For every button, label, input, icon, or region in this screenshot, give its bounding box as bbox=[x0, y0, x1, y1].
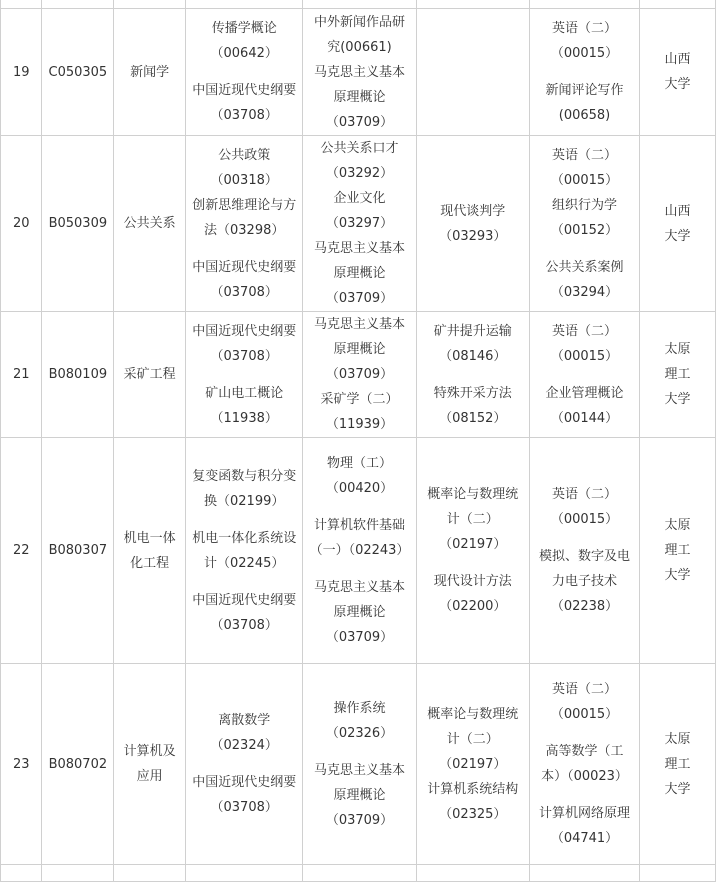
cell-text-line: 理工 bbox=[664, 367, 691, 382]
cell-text-line: 高等数学（工 bbox=[545, 744, 624, 759]
cell-text-line: 大学 bbox=[664, 392, 691, 407]
cell-text-line: 英语（二） bbox=[551, 21, 617, 36]
cell-text-line: （03709） bbox=[325, 291, 394, 306]
cell-text-line: 太原 bbox=[664, 731, 691, 747]
course-col-2 bbox=[303, 438, 416, 664]
major-code-text: B080307 bbox=[48, 543, 108, 558]
university bbox=[640, 9, 716, 136]
major-name bbox=[114, 312, 186, 438]
course-gap bbox=[536, 532, 633, 544]
cell-text-line: 马克思主义基本 bbox=[313, 64, 405, 80]
cell-text-line: （04741） bbox=[550, 831, 619, 846]
cell-text-line: 马克思主义基本 bbox=[313, 580, 405, 595]
row-number bbox=[1, 9, 42, 136]
cell-text-line: 计（二） bbox=[446, 512, 499, 527]
cell-text-line: 大学 bbox=[664, 781, 691, 797]
cell-text-line: 企业管理概论 bbox=[545, 385, 624, 401]
cell-text-line: 矿井提升运输 bbox=[433, 323, 512, 339]
cell-text-line: 中外新闻作品研 bbox=[313, 14, 405, 30]
cell-text-line: 大学 bbox=[664, 228, 691, 244]
cell-text-line: 英语（二） bbox=[551, 323, 617, 339]
cell-text-line: 传播学概论 bbox=[211, 21, 277, 36]
university bbox=[640, 865, 716, 882]
major-code bbox=[42, 136, 114, 312]
cell-text-line: 化工程 bbox=[130, 555, 170, 571]
cell-text-line: 马克思主义基本 bbox=[313, 762, 405, 778]
table-row bbox=[1, 9, 716, 136]
cell-text-line: （00152） bbox=[550, 222, 619, 238]
course-gap bbox=[309, 563, 409, 575]
cell-text-line: （00015） bbox=[550, 172, 619, 188]
cell-text-line: (00658) bbox=[558, 108, 611, 123]
cell-text-line: 计算机网络原理 bbox=[538, 806, 630, 821]
cell-text-line: 马克思主义基本 bbox=[313, 241, 405, 256]
cell-text-line: 大学 bbox=[664, 568, 691, 583]
cell-text-line: （一）（02243） bbox=[309, 543, 410, 558]
row-number bbox=[1, 865, 42, 882]
course-col-1 bbox=[186, 136, 303, 312]
course-col-3 bbox=[416, 664, 529, 865]
cell-text-line: 原理概论 bbox=[333, 787, 386, 803]
row-number-text: 23 bbox=[12, 756, 30, 772]
row-number-text: 22 bbox=[12, 543, 30, 558]
course-col-1 bbox=[186, 9, 303, 136]
cell-text-line: 现代设计方法 bbox=[433, 574, 512, 589]
cell-text-line: （00420） bbox=[325, 481, 394, 496]
table-body bbox=[1, 0, 716, 882]
cell-text-line: 山西 bbox=[664, 52, 691, 67]
cell-text-line: （08146） bbox=[439, 348, 507, 364]
cell-text-line: 原理概论 bbox=[333, 605, 386, 620]
cell-text-line: 操作系统 bbox=[333, 700, 386, 716]
cell-text-line: （08152） bbox=[439, 410, 507, 426]
course-col-3 bbox=[416, 9, 529, 136]
cell-text-line: 概率论与数理统 bbox=[427, 487, 519, 502]
cell-text-line: （03709） bbox=[325, 812, 394, 828]
cell-text-line: （00015） bbox=[550, 512, 619, 527]
cell-text-line: （02197） bbox=[439, 537, 507, 552]
cell-text-line: （00318） bbox=[210, 172, 278, 188]
course-col-4 bbox=[529, 9, 639, 136]
course-col-2 bbox=[303, 9, 416, 136]
cell-text-line: （03293） bbox=[439, 228, 507, 244]
cell-text-line: （02325） bbox=[439, 806, 507, 822]
row-number bbox=[1, 664, 42, 865]
course-gap bbox=[423, 369, 523, 381]
major-name bbox=[114, 664, 186, 865]
course-gap bbox=[192, 243, 296, 255]
course-col-1 bbox=[186, 438, 303, 664]
major-code bbox=[42, 865, 114, 882]
row-number-text: 19 bbox=[12, 64, 30, 80]
course-gap bbox=[536, 727, 633, 739]
row-number bbox=[1, 438, 42, 664]
cell-text-line: 新闻评论写作 bbox=[545, 83, 624, 98]
university bbox=[640, 312, 716, 438]
major-name bbox=[114, 438, 186, 664]
major-code-text: B080702 bbox=[48, 756, 108, 772]
cell-text-line: （02238） bbox=[550, 599, 619, 614]
course-gap bbox=[192, 758, 296, 770]
university bbox=[640, 136, 716, 312]
major-code-text: B080109 bbox=[48, 367, 108, 382]
cell-text-line: 英语（二） bbox=[551, 147, 617, 163]
cell-text-line: （03709） bbox=[325, 630, 394, 645]
major-code bbox=[42, 664, 114, 865]
major-name bbox=[114, 136, 186, 312]
cell-text-line: 采矿学（二） bbox=[320, 392, 399, 407]
course-col-4 bbox=[529, 312, 639, 438]
cell-text-line: （00144） bbox=[550, 410, 619, 426]
university bbox=[640, 664, 716, 865]
table-row bbox=[1, 438, 716, 664]
cell-text-line: 特殊开采方法 bbox=[433, 385, 512, 401]
cell-text-line: 换（02199） bbox=[204, 493, 285, 509]
cell-text-line: 计（02245） bbox=[204, 555, 285, 571]
cell-text-line: （00015） bbox=[550, 348, 619, 364]
course-col-2 bbox=[303, 312, 416, 438]
course-gap bbox=[536, 789, 633, 801]
cell-text-line: （02326） bbox=[325, 725, 394, 741]
cell-text-line: 原理概论 bbox=[333, 89, 386, 105]
row-number-text: 20 bbox=[12, 216, 30, 231]
cell-text-line: 现代谈判学 bbox=[440, 203, 506, 219]
cell-text-line: 英语（二） bbox=[551, 682, 617, 697]
cell-text-line: 本）（00023） bbox=[541, 769, 628, 784]
course-col-4 bbox=[529, 136, 639, 312]
cell-text-line: 中国近现代史纲要 bbox=[192, 592, 297, 608]
cell-text-line: 复变函数与积分变 bbox=[192, 468, 297, 484]
table-row-partial-top bbox=[1, 0, 716, 9]
course-col-3 bbox=[416, 438, 529, 664]
cell-text-line: （02200） bbox=[439, 599, 507, 614]
cell-text-line: 中国近现代史纲要 bbox=[192, 775, 297, 790]
cell-text-line: 采矿工程 bbox=[123, 367, 176, 382]
cell-text-line: 机电一体 bbox=[123, 530, 176, 546]
cell-text-line: 应用 bbox=[136, 769, 163, 784]
table-row-partial-bottom bbox=[1, 865, 716, 882]
course-col-3 bbox=[416, 312, 529, 438]
table-row bbox=[1, 664, 716, 865]
course-col-4 bbox=[529, 438, 639, 664]
cell-text-line: 中国近现代史纲要 bbox=[192, 83, 297, 98]
course-col-1 bbox=[186, 312, 303, 438]
course-gap bbox=[309, 501, 409, 513]
cell-text-line: （02197） bbox=[439, 756, 507, 772]
cell-text-line: 中国近现代史纲要 bbox=[192, 259, 297, 275]
cell-text-line: 新闻学 bbox=[130, 64, 170, 80]
cell-text-line: 公共关系口才 bbox=[320, 141, 399, 156]
major-name bbox=[114, 9, 186, 136]
cell-text-line: 太原 bbox=[664, 518, 691, 533]
row-number bbox=[1, 312, 42, 438]
cell-text-line: 计算机软件基础 bbox=[313, 518, 405, 533]
major-code bbox=[42, 9, 114, 136]
cell-text-line: 太原 bbox=[664, 342, 691, 357]
course-gap bbox=[192, 576, 296, 588]
major-code-text: C050305 bbox=[48, 64, 108, 80]
cell-text-line: 山西 bbox=[664, 203, 691, 219]
cell-text-line: 计（二） bbox=[446, 731, 499, 747]
row-number-text: 21 bbox=[12, 367, 30, 382]
cell-text-line: 机电一体化系统设 bbox=[192, 530, 297, 546]
cell-text-line: 矿山电工概论 bbox=[205, 385, 284, 401]
cell-text-line: （03708） bbox=[210, 348, 278, 364]
cell-text-line: 英语（二） bbox=[551, 487, 617, 502]
university bbox=[640, 438, 716, 664]
cell-text-line: 模拟、数字及电 bbox=[538, 549, 630, 564]
cell-text-line: 理工 bbox=[664, 756, 691, 772]
cell-text-line: 企业文化 bbox=[333, 191, 386, 206]
major-code-text: B050309 bbox=[48, 216, 108, 231]
cell-text-line: 究(00661) bbox=[327, 39, 392, 55]
cell-text-line: （00015） bbox=[550, 46, 619, 61]
course-gap bbox=[309, 746, 409, 758]
course-col-4 bbox=[529, 664, 639, 865]
major-code bbox=[42, 312, 114, 438]
cell-text-line: （00015） bbox=[550, 707, 619, 722]
cell-text-line: 中国近现代史纲要 bbox=[192, 323, 297, 339]
cell-text-line: （03709） bbox=[325, 367, 394, 382]
cell-text-line: 原理概论 bbox=[333, 266, 386, 281]
cell-text-line: （03709） bbox=[325, 114, 394, 130]
course-col-1 bbox=[186, 664, 303, 865]
row-number bbox=[1, 136, 42, 312]
cell-text-line: （03294） bbox=[550, 284, 619, 300]
course-col-1 bbox=[186, 865, 303, 882]
cell-text-line: （02324） bbox=[210, 738, 278, 753]
cell-text-line: 离散数学 bbox=[218, 713, 271, 728]
course-col-4 bbox=[529, 865, 639, 882]
cell-text-line: （00642） bbox=[210, 46, 278, 61]
cell-text-line: （03708） bbox=[210, 617, 278, 633]
major-code bbox=[42, 438, 114, 664]
cell-text-line: 创新思维理论与方 bbox=[192, 197, 297, 213]
cell-text-line: （03708） bbox=[210, 800, 278, 815]
course-gap bbox=[423, 557, 523, 569]
cell-text-line: （11938） bbox=[210, 410, 278, 426]
course-col-2 bbox=[303, 664, 416, 865]
cell-text-line: 计算机及 bbox=[123, 744, 176, 759]
cell-text-line: （03708） bbox=[210, 108, 278, 123]
cell-text-line: 公共关系案例 bbox=[545, 259, 624, 275]
course-gap bbox=[536, 369, 633, 381]
course-col-3 bbox=[416, 865, 529, 882]
cell-text-line: 法（03298） bbox=[204, 222, 285, 238]
cell-text-line: 公共政策 bbox=[218, 147, 271, 163]
cell-text-line: 组织行为学 bbox=[551, 197, 617, 213]
course-gap bbox=[536, 66, 633, 78]
course-gap bbox=[192, 66, 296, 78]
cell-text-line: 原理概论 bbox=[333, 342, 386, 357]
cell-text-line: （03292） bbox=[325, 166, 394, 181]
course-gap bbox=[192, 514, 296, 526]
major-name bbox=[114, 865, 186, 882]
cell-text-line: 力电子技术 bbox=[551, 574, 617, 589]
course-col-2 bbox=[303, 865, 416, 882]
cell-text-line: （11939） bbox=[325, 417, 394, 432]
course-gap bbox=[536, 243, 633, 255]
course-col-2 bbox=[303, 136, 416, 312]
cell-text-line: 计算机系统结构 bbox=[427, 781, 519, 797]
cell-text-line: 概率论与数理统 bbox=[427, 706, 519, 722]
cell-text-line: 理工 bbox=[664, 543, 691, 558]
cell-text-line: 公共关系 bbox=[123, 216, 176, 231]
course-gap bbox=[192, 369, 296, 381]
course-col-3 bbox=[416, 136, 529, 312]
cell-text-line: （03708） bbox=[210, 284, 278, 300]
cell-text-line: 大学 bbox=[664, 77, 691, 92]
cell-text-line: 物理（工） bbox=[326, 456, 392, 471]
table-row bbox=[1, 136, 716, 312]
cell-text-line: （03297） bbox=[325, 216, 394, 231]
table-row bbox=[1, 312, 716, 438]
cell-text-line: 马克思主义基本 bbox=[313, 317, 405, 332]
